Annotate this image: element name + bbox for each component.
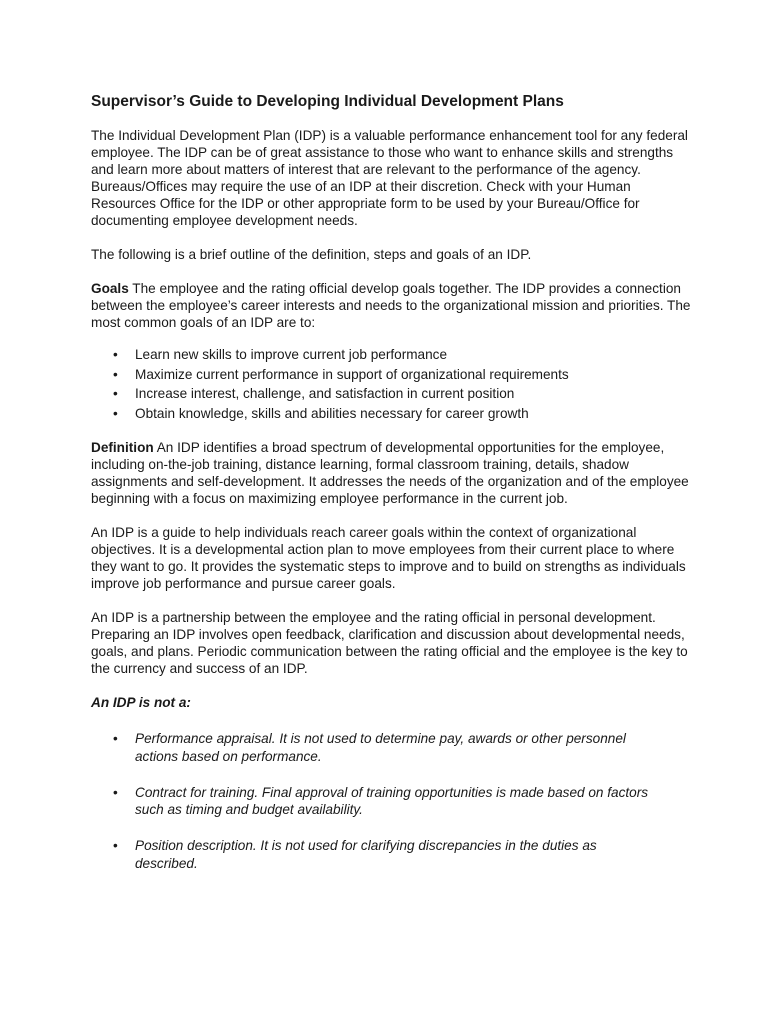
- outline-paragraph: The following is a brief outline of the definition, steps and goals of an IDP.: [91, 247, 532, 262]
- list-item: [91, 404, 691, 424]
- guide-paragraph: An IDP is a guide to help individuals reach career goals within the context of organizational objectives. It is a developmental action plan to move employees from their current place to where they want to go. It provides the systematic steps to improve and to build on strengths as individuals improve job performance and pursue career goals.: [91, 525, 686, 591]
- goals-paragraph: [91, 280, 691, 331]
- list-item-text: Performance appraisal. It is not used to determine pay, awards or other personnel actions based on performance.: [135, 731, 626, 764]
- list-item-text: Position description. It is not used for clarifying discrepancies in the duties as described.: [135, 838, 597, 871]
- list-item: [91, 365, 691, 385]
- list-item-text: Obtain knowledge, skills and abilities necessary for career growth: [135, 405, 529, 421]
- list-item-text: Maximize current performance in support of organizational requirements: [135, 366, 569, 382]
- partnership-paragraph: An IDP is a partnership between the employee and the rating official in personal development. Preparing an IDP involves open feedback, clarification and discussion about developmental needs, goals, and plans. Periodic communication between the rating official and the employee is the key to the currency and success of an IDP.: [91, 610, 688, 676]
- list-item: [91, 837, 691, 872]
- list-item: [91, 784, 691, 819]
- bullet-icon: •: [113, 731, 118, 746]
- definition-paragraph: [91, 439, 691, 507]
- bullet-icon: •: [113, 366, 118, 382]
- bullet-icon: •: [113, 347, 118, 362]
- intro-paragraph: The Individual Development Plan (IDP) is a valuable performance enhancement tool for any federal employee. The IDP can be of great assistance to those who want to enhance skills and strengths and learn more about matters of interest that are relevant to the performance of the agency. Bureaus/Offices may require the use of an IDP at their discretion. Check with your Human Resources Office for the IDP or other appropriate form to be used by your Bureau/Office for documenting employee development needs.: [91, 128, 688, 228]
- bullet-icon: •: [113, 405, 118, 421]
- not-a-list: [91, 730, 691, 872]
- document-title: Supervisor’s Guide to Developing Individual Development Plans: [91, 93, 564, 110]
- not-a-heading: An IDP is not a:: [91, 695, 191, 710]
- list-item: [91, 730, 691, 765]
- goals-list: [91, 345, 691, 423]
- document-page: [91, 92, 691, 891]
- bullet-icon: •: [113, 386, 118, 401]
- list-item-text: Increase interest, challenge, and satisfaction in current position: [135, 386, 515, 401]
- goals-text: The employee and the rating official develop goals together. The IDP provides a connection between the employee’s career interests and needs to the organizational mission and priorities. The most common goals of an IDP are to:: [91, 281, 691, 330]
- goals-label: Goals: [91, 281, 129, 296]
- list-item: [91, 345, 691, 365]
- bullet-icon: •: [113, 784, 118, 800]
- definition-label: Definition: [91, 440, 154, 455]
- definition-text: An IDP identifies a broad spectrum of developmental opportunities for the employee, including on-the-job training, distance learning, formal classroom training, details, shadow assignments and self-development. It addresses the needs of the organization and of the employee beginning with a focus on maximizing employee performance in the current job.: [91, 440, 689, 506]
- list-item-text: Contract for training. Final approval of training opportunities is made based on factors such as timing and budget availability.: [135, 784, 649, 817]
- list-item-text: Learn new skills to improve current job performance: [135, 347, 448, 362]
- bullet-icon: •: [113, 838, 118, 853]
- list-item: [91, 384, 691, 404]
